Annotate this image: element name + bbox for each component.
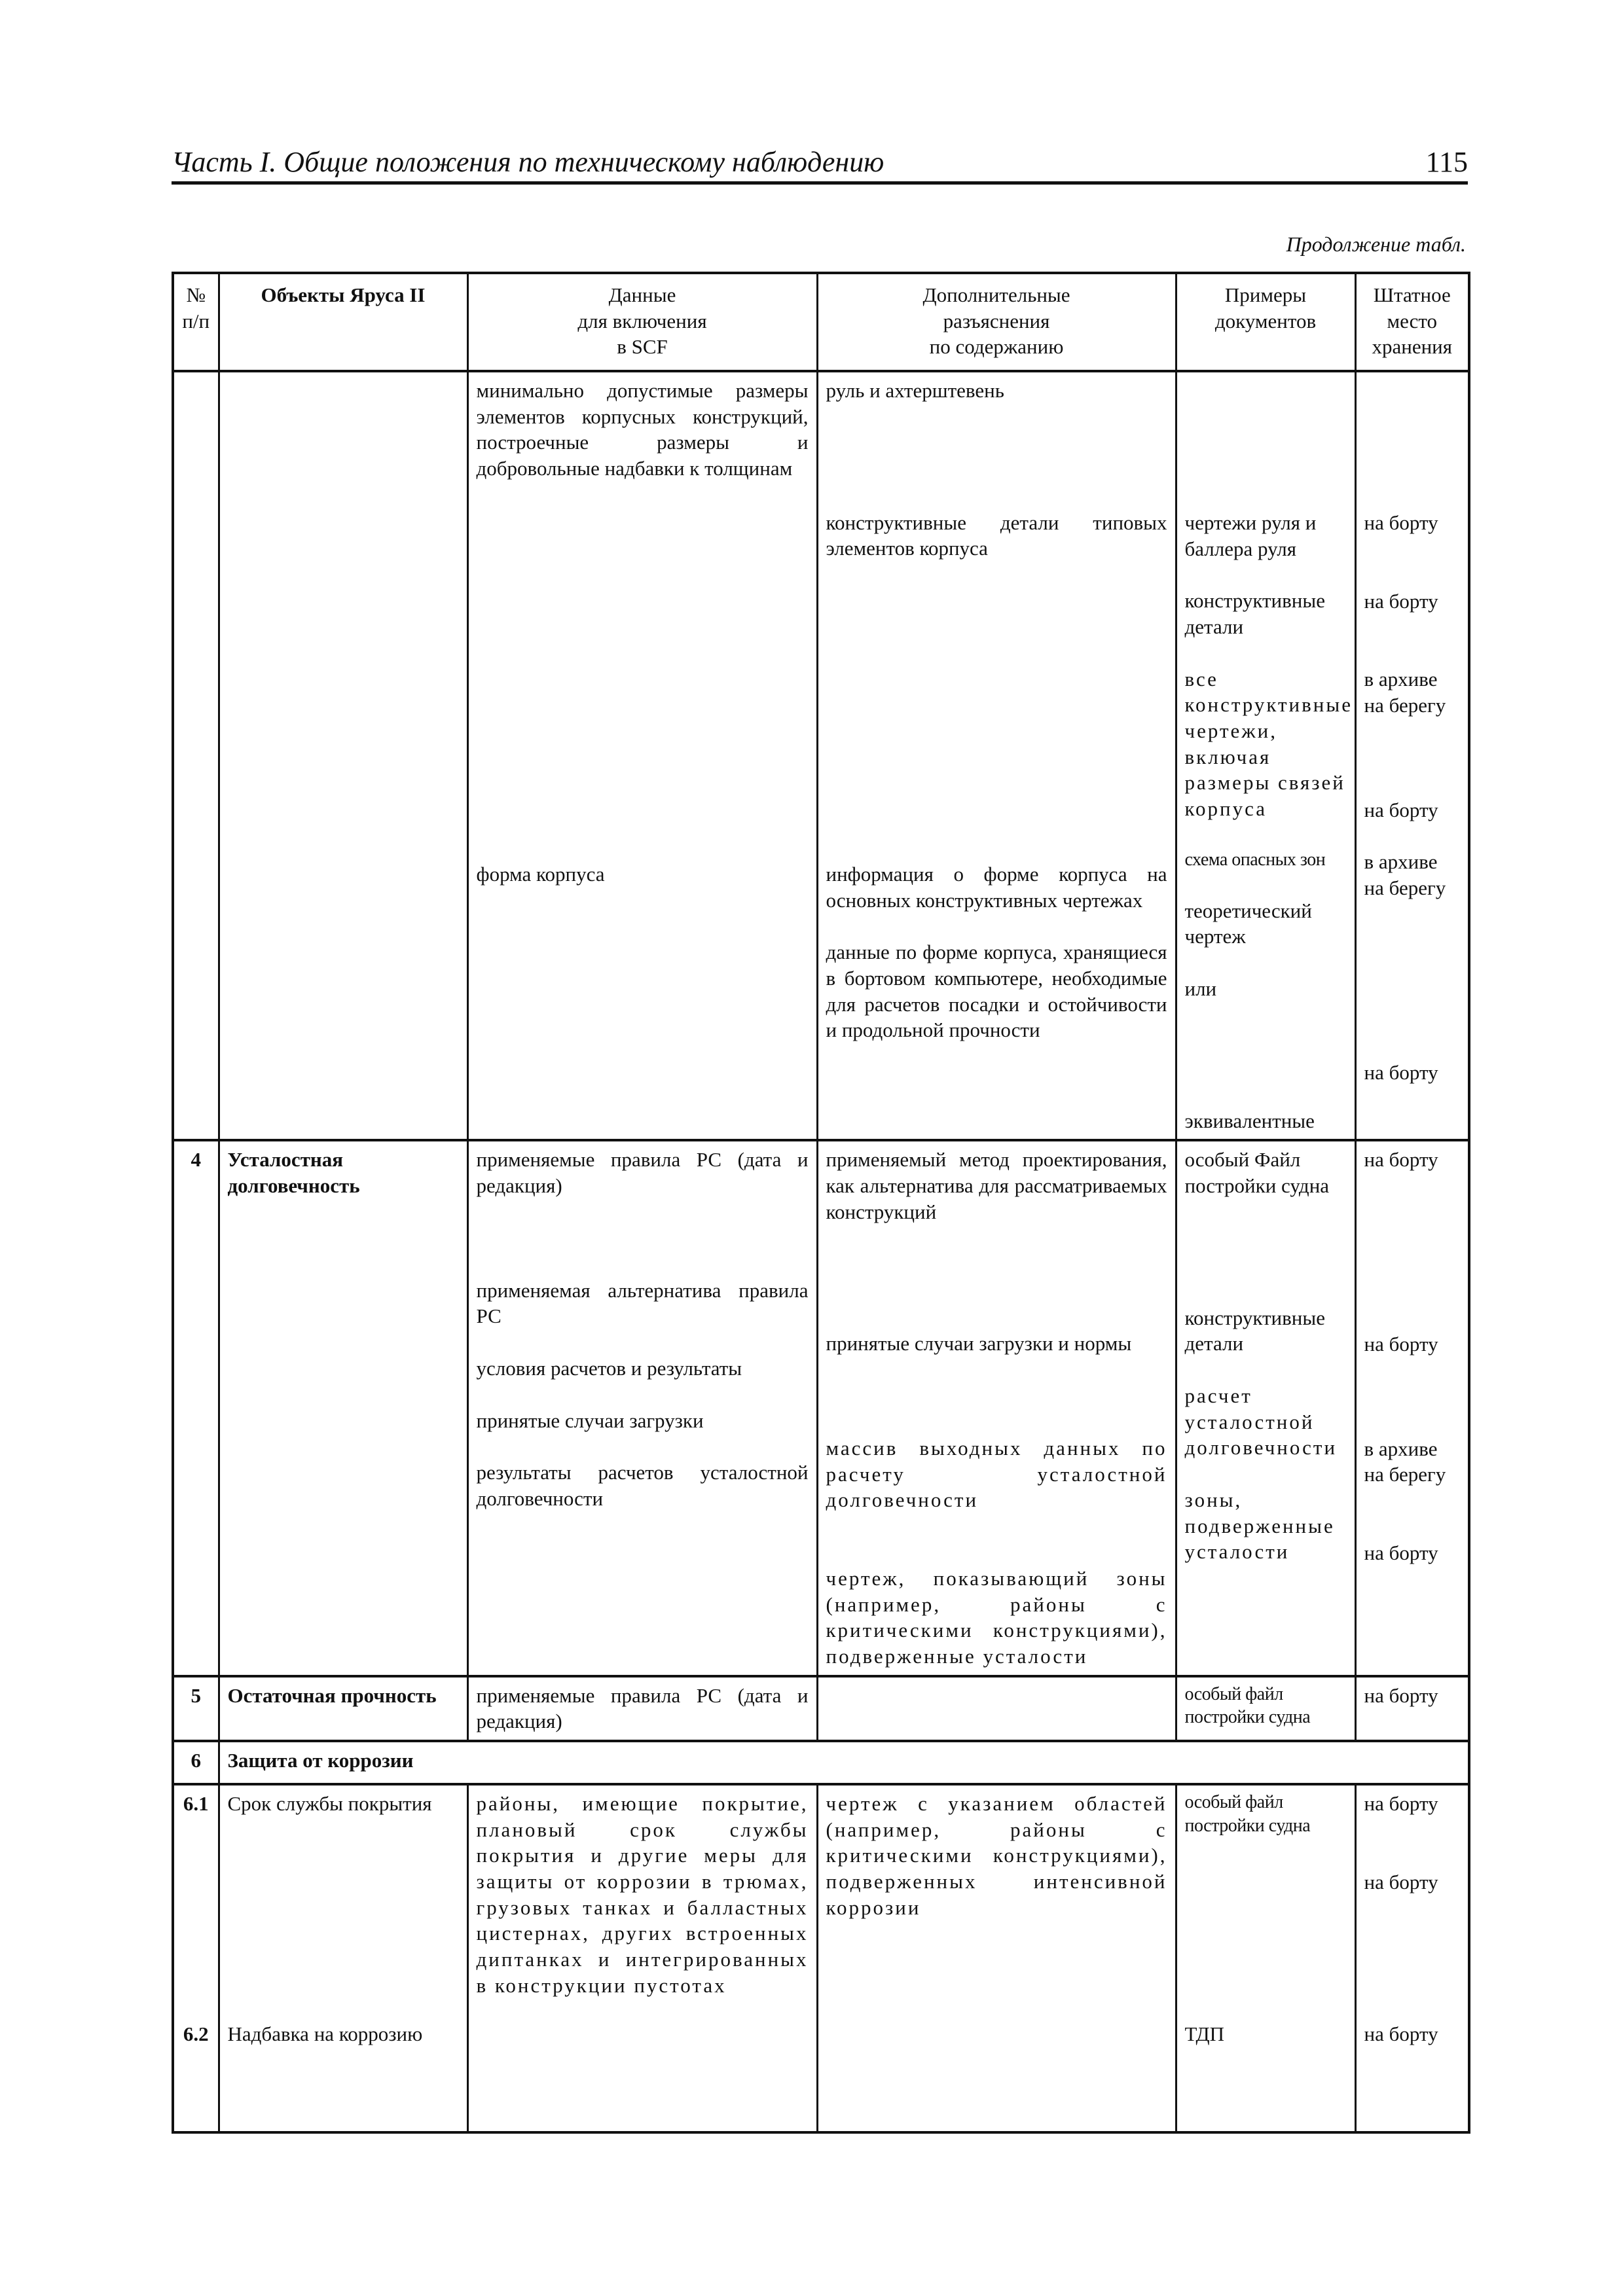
cell-text: чертеж, показывающий зоны (например, районы с критическими конструкциями), подверженные усталости — [826, 1566, 1167, 1668]
cell-text: в архиве на берегу — [1364, 850, 1446, 900]
table-row — [173, 2016, 1469, 2132]
cell-text: форма корпуса — [476, 862, 605, 886]
cell-text: информация о форме корпуса на основных конструктивных чертежах — [826, 863, 1167, 912]
row-object: Усталостная долговечность — [219, 1140, 467, 1676]
cell-text: на борту — [1364, 1541, 1438, 1564]
cell-text: на борту — [1364, 798, 1438, 821]
cell-text: чертежи руля и баллера руля — [1184, 511, 1317, 560]
cell-text: все конструктивные чертежи, включая размеры связей корпуса — [1184, 667, 1353, 821]
page-number: 115 — [1425, 146, 1468, 178]
cell-text: применяемые правила РС (дата и редакция) — [467, 1676, 817, 1741]
row-number: 6 — [173, 1741, 219, 1784]
cell-text: на борту — [1364, 1060, 1438, 1084]
cell-text: результаты расчетов усталостной долговечности — [476, 1461, 809, 1510]
page-title: Часть I. Общие положения по техническому наблюдению — [172, 146, 884, 178]
table-row — [173, 1784, 1469, 2016]
cell-text: районы, имеющие покрытие, плановый срок службы покрытия и другие меры для защиты от коррозии в трюмах, грузовых танках и балластных цистернах, других встроенных диптанках и интегрированных в конструкции пустотах — [467, 1784, 817, 2016]
cell-text: применяемые правила РС (дата и редакция) — [476, 1148, 809, 1197]
cell-text: применяемый метод проектирования, как альтернатива для рассматриваемых конструкций — [826, 1148, 1167, 1223]
cell-text: применяемая альтернатива правила РС — [476, 1278, 809, 1328]
cell-text: ТДП — [1176, 2016, 1355, 2132]
scf-table — [172, 272, 1470, 2134]
cell-text: особый файл постройки судна — [1176, 1784, 1355, 2016]
cell-text: в архиве на берегу — [1364, 1437, 1446, 1486]
table-header-row — [173, 273, 1469, 371]
cell-text: схема опасных зон — [1184, 849, 1326, 870]
cell-text: или — [1184, 977, 1217, 1000]
row-number: 4 — [173, 1140, 219, 1676]
col-header-explain: Дополнительные разъяснения по содержанию — [817, 273, 1176, 371]
row-object: Надбавка на коррозию — [219, 2016, 467, 2132]
cell-text: минимально допустимые размеры элементов корпусных конструкций, построечные размеры и добровольные надбавки к толщинам — [476, 379, 809, 480]
cell-text: расчет усталостной долговечности — [1184, 1384, 1338, 1460]
cell-text: на борту — [1364, 1791, 1438, 1815]
cell-text: принятые случаи загрузки — [476, 1408, 704, 1432]
cell-text: конструктивные детали — [1184, 589, 1325, 639]
cell-text: условия расчетов и результаты — [476, 1356, 742, 1380]
cell-text: на борту — [1364, 511, 1438, 534]
row-section-title: Защита от коррозии — [219, 1741, 1469, 1784]
cell-text: конструктивные детали — [1184, 1306, 1325, 1355]
cell-text: конструктивные детали типовых элементов корпуса — [826, 511, 1167, 560]
table-row — [173, 1741, 1469, 1784]
cell-text: руль и ахтерштевень — [826, 379, 1004, 402]
cell-text: особый Файл постройки судна — [1184, 1148, 1330, 1197]
table-row — [173, 1676, 1469, 1741]
cell-text: зоны, подверженные усталости — [1184, 1488, 1335, 1564]
cell-text: массив выходных данных по расчету усталостной долговечности — [826, 1436, 1167, 1512]
cell-text: данные по форме корпуса, хранящиеся в бортовом компьютере, необходимые для расчетов посадки и остойчивости и продольной прочности — [826, 941, 1167, 1042]
cell-text: на борту — [1355, 1676, 1469, 1741]
col-header-objects: Объекты Яруса II — [219, 273, 467, 371]
row-number: 5 — [173, 1676, 219, 1741]
cell-text: теоретический чертеж — [1184, 899, 1312, 948]
table-row — [173, 371, 1469, 1140]
cell-text: на борту — [1364, 1148, 1438, 1172]
table-row — [173, 1140, 1469, 1676]
col-header-data: Данные для включения в SCF — [467, 273, 817, 371]
row-number: 6.1 — [173, 1784, 219, 2016]
cell-text: принятые случаи загрузки и нормы — [826, 1332, 1132, 1355]
cell-text: на борту — [1364, 1870, 1438, 1893]
cell-text: особый файл постройки судна — [1176, 1676, 1355, 1741]
col-header-storage: Штатное место хранения — [1355, 273, 1469, 371]
row-number: 6.2 — [173, 2016, 219, 2132]
page-header — [172, 141, 1468, 185]
cell-text: чертеж с указанием областей (например, районы с критическими конструкциями), подверженных интенсивной коррозии — [817, 1784, 1176, 2016]
cell-text: в архиве на берегу — [1364, 668, 1446, 717]
cell-text: на борту — [1355, 2016, 1469, 2132]
table-continuation-note: Продолжение табл. — [1286, 232, 1466, 256]
cell-text: на борту — [1364, 1332, 1438, 1355]
col-header-num: № п/п — [173, 273, 219, 371]
cell-text: на борту — [1364, 589, 1438, 613]
row-object: Срок службы покрытия — [219, 1784, 467, 2016]
cell-text: эквивалентные — [1184, 1109, 1315, 1132]
col-header-docs: Примеры документов — [1176, 273, 1355, 371]
row-object: Остаточная прочность — [219, 1676, 467, 1741]
